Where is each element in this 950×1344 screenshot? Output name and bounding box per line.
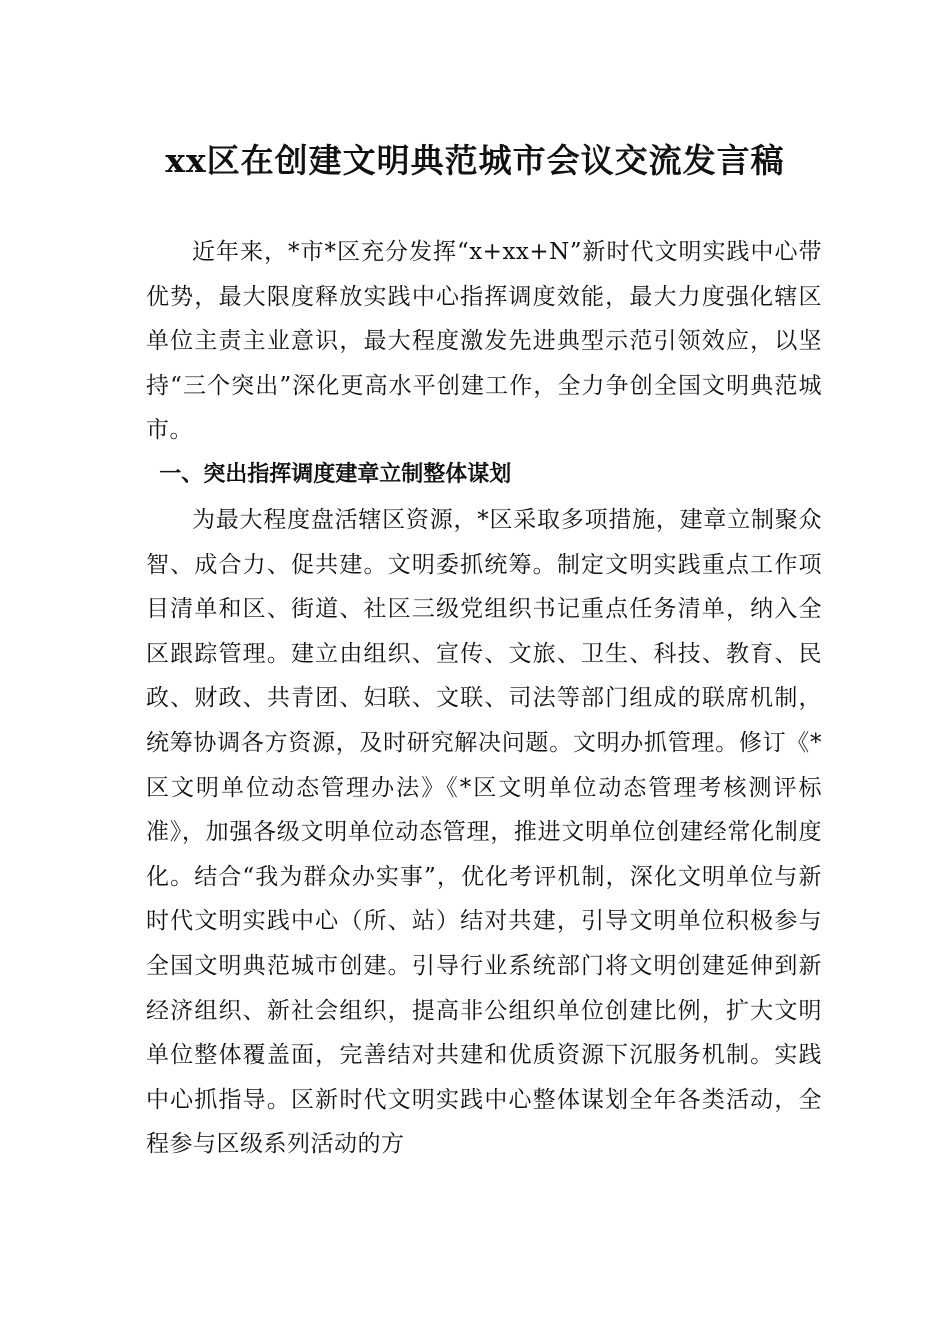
document-title: xx区在创建文明典范城市会议交流发言稿 bbox=[165, 141, 785, 180]
intro-paragraph: 近年来，*市*区充分发挥“x+xx+N”新时代文明实践中心带优势，最大限度释放实践中心指挥调度效能，最大力度强化辖区单位主责主业意识，最大程度激发先进典型示范引领效应，以坚持“三个突出”深化更高水平创建工作，全力争创全国文明典范城市。 bbox=[146, 239, 822, 444]
section-heading: 一、突出指挥调度建章立制整体谋划 bbox=[159, 462, 512, 487]
section-paragraph: 为最大程度盘活辖区资源，*区采取多项措施，建章立制聚众智、成合力、促共建。文明委抓统筹。制定文明实践重点工作项目清单和区、街道、社区三级党组织书记重点任务清单，纳入全区跟踪管理。建立由组织、宣传、文旅、卫生、科技、教育、民政、财政、共青团、妇联、文联、司法等部门组成的联席机制，统筹协调各方资源，及时研究解决问题。文明办抓管理。修订《*区文明单位动态管理办法》《*区文明单位动态管理考核测评标准》，加强各级文明单位动态管理，推进文明单位创建经常化制度化。结合“我为群众办实事”，优化考评机制，深化文明单位与新时代文明实践中心（所、站）结对共建，引导文明单位积极参与全国文明典范城市创建。引导行业系统部门将文明创建延伸到新经济组织、新社会组织，提高非公组织单位创建比例，扩大文明单位整体覆盖面，完善结对共建和优质资源下沉服务机制。实践中心抓指导。区新时代文明实践中心整体谋划全年各类活动，全程参与区级系列活动的方 bbox=[146, 507, 822, 1158]
